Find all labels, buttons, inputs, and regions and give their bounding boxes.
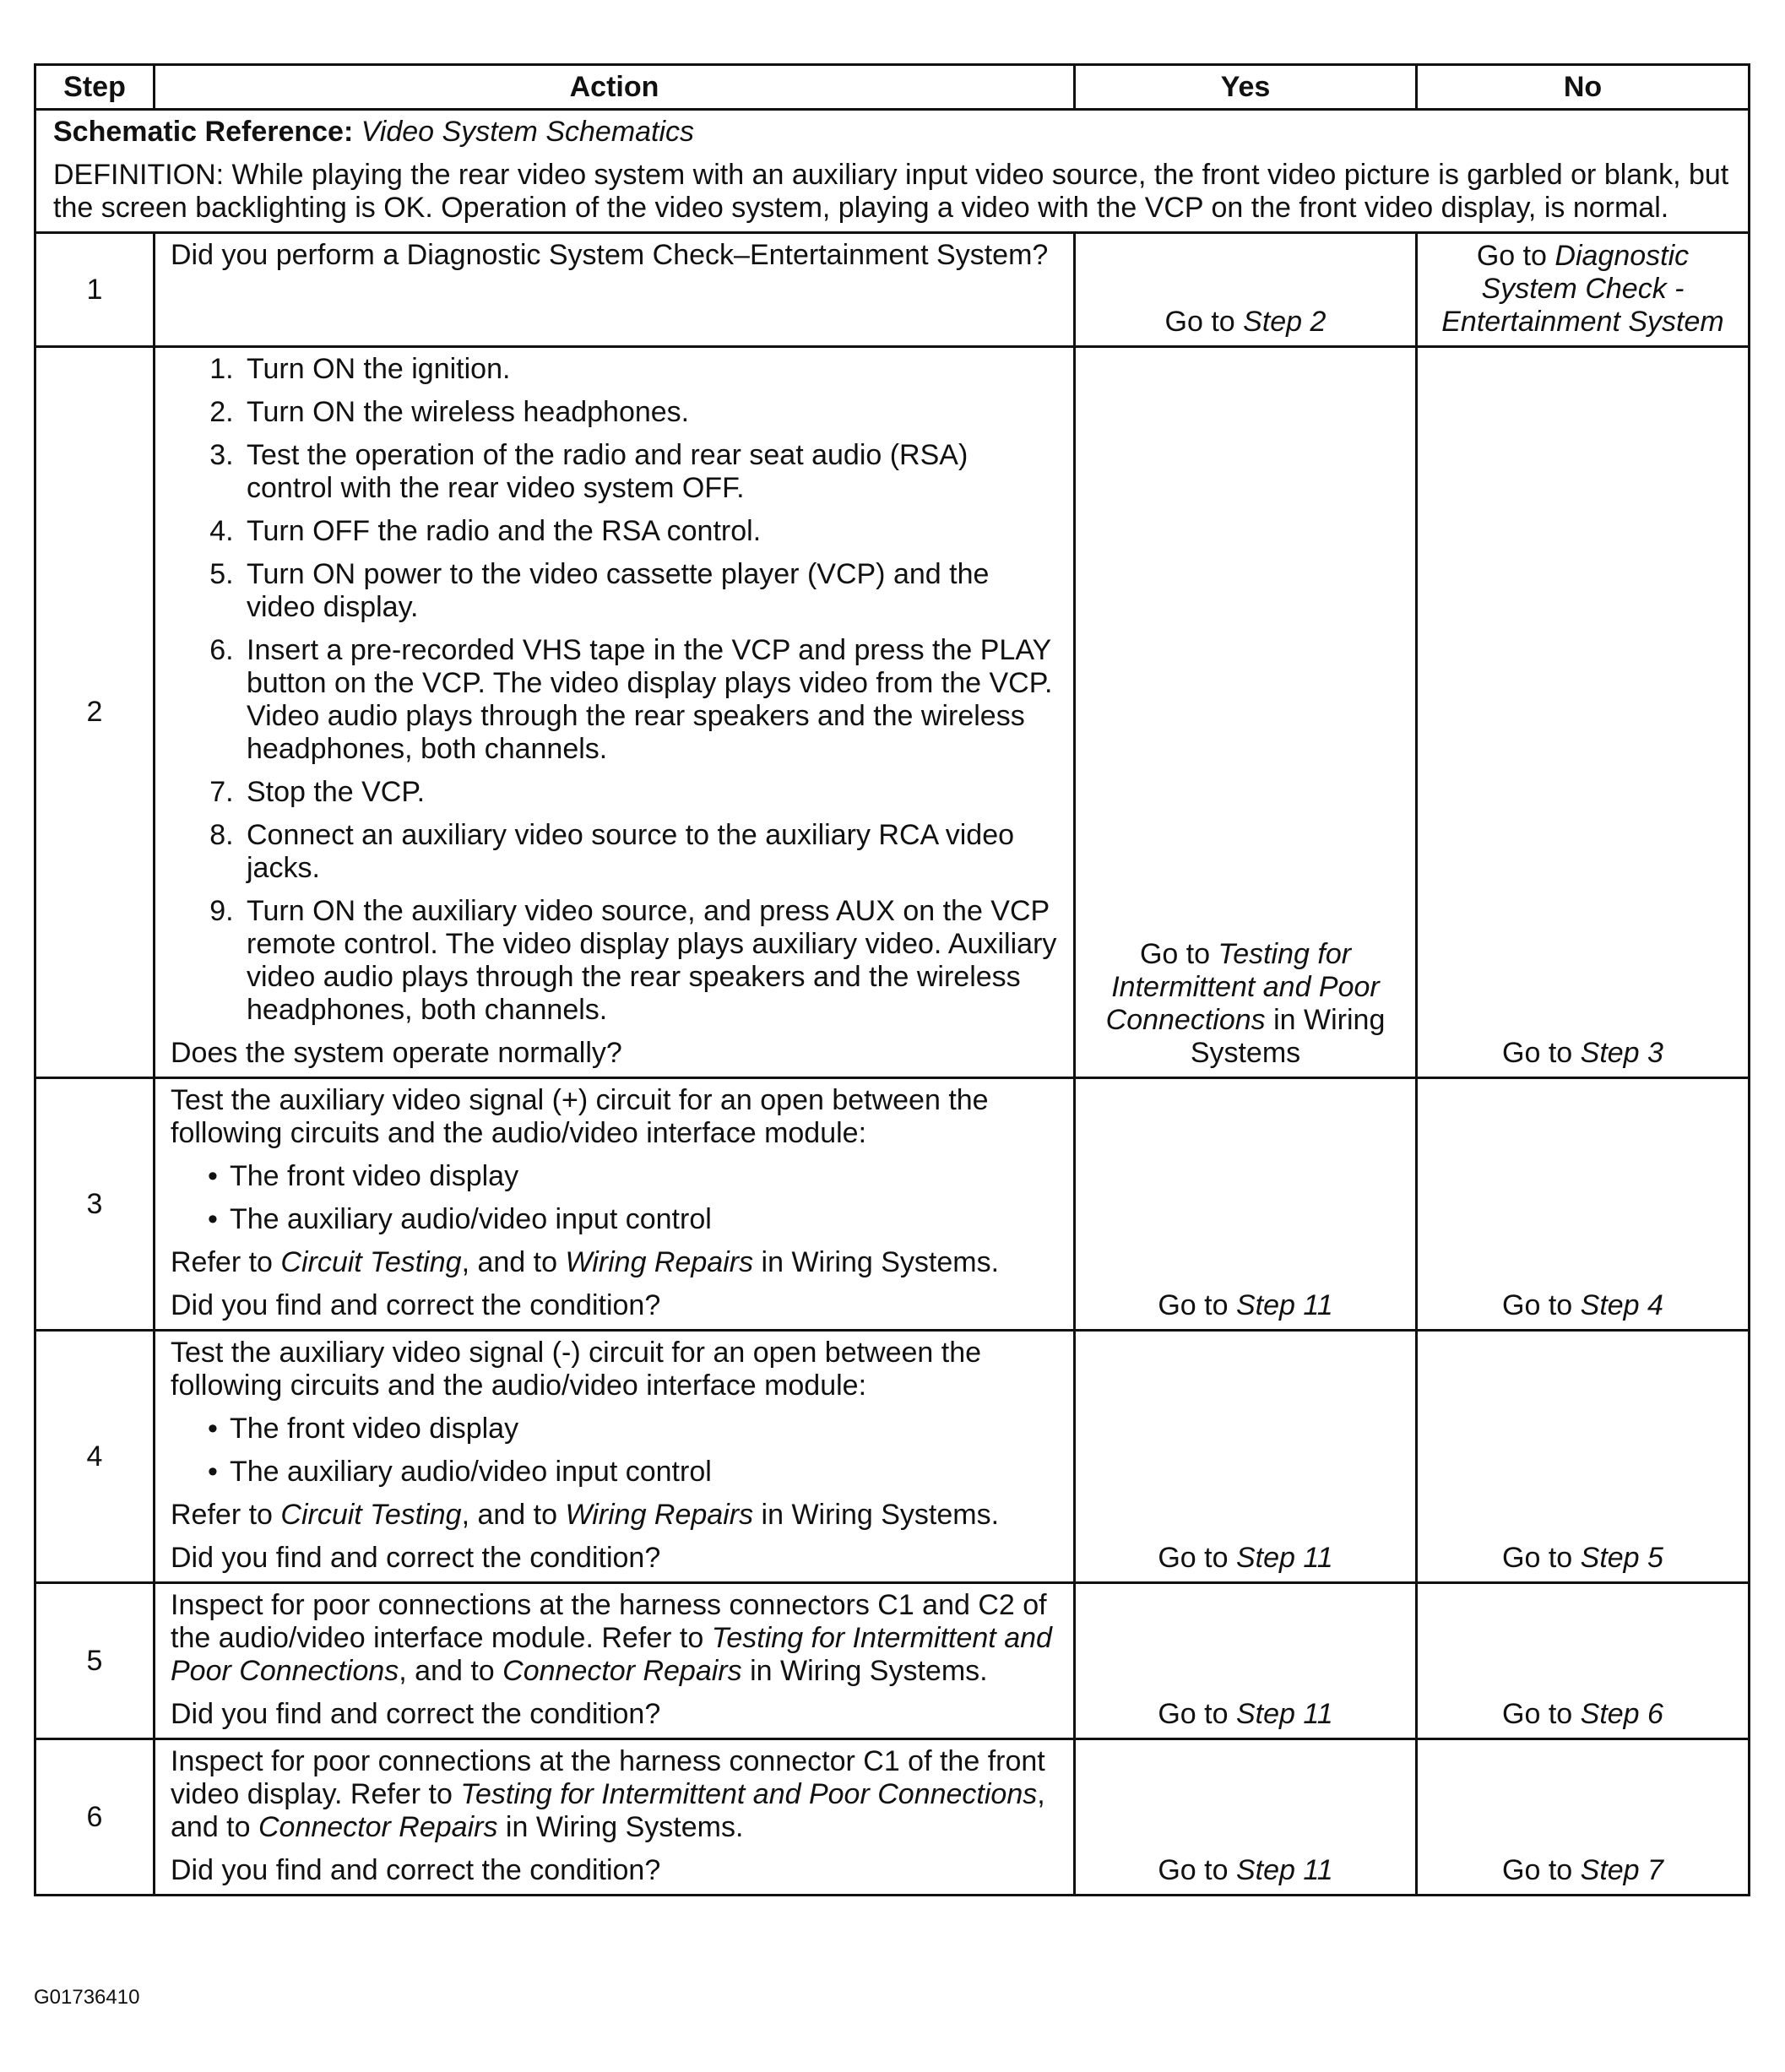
circuit-item: • The auxiliary audio/video input control (230, 1456, 1060, 1489)
action-question: Did you perform a Diagnostic System Check–Entertainment System? (171, 239, 1049, 271)
action-question: Did you find and correct the condition? (171, 1542, 661, 1574)
action-cell (155, 1583, 1075, 1739)
yes-prefix: Go to (1158, 1542, 1236, 1574)
no-target: Step 4 (1580, 1289, 1663, 1321)
schematic-reference (53, 116, 1731, 149)
ref-text: , and to (461, 1246, 566, 1278)
action-question: Did you find and correct the condition? (171, 1698, 661, 1730)
yes-target: Step 2 (1243, 306, 1327, 338)
step-row-3 (35, 1078, 1750, 1331)
step-row-5 (35, 1583, 1750, 1739)
no-target: Step 5 (1580, 1542, 1663, 1574)
action-question: Does the system operate normally? (171, 1037, 622, 1069)
yes-target: Step 11 (1235, 1542, 1333, 1574)
yes-prefix: Go to (1158, 1289, 1236, 1321)
header-step: Step (35, 65, 155, 110)
ref-text: Refer to (171, 1246, 281, 1278)
action-intro: Test the auxiliary video signal (-) circuit for an open between the following circuits and the audio/video interface module: (171, 1337, 982, 1402)
no-prefix: Go to (1502, 1698, 1581, 1730)
no-prefix: Go to (1502, 1854, 1581, 1886)
procedure-item: 8. Connect an auxiliary video source to the auxiliary RCA video jacks. (241, 819, 1060, 885)
step-row-4 (35, 1331, 1750, 1583)
action-intro: Test the auxiliary video signal (+) circuit for an open between the following circuits and the audio/video interface module: (171, 1084, 989, 1149)
circuit-item: • The auxiliary audio/video input control (230, 1203, 1060, 1236)
procedure-item: 6. Insert a pre-recorded VHS tape in the VCP and press the PLAY button on the VCP. The video display plays video from the VCP. Video audio plays through the rear speakers and the wireless headphones, both channels. (241, 634, 1060, 766)
no-cell (1417, 347, 1750, 1078)
no-cell (1417, 1331, 1750, 1583)
instruction-text: in Wiring Systems. (741, 1655, 988, 1687)
header-row (35, 65, 1750, 110)
circuit-list (171, 1413, 1060, 1489)
procedure-item: 1. Turn ON the ignition. (241, 353, 1060, 386)
schematic-reference-value: Video System Schematics (361, 116, 695, 148)
yes-target: Testing for Intermittent and Poor Connections (1105, 938, 1380, 1036)
yes-target: Step 11 (1235, 1289, 1333, 1321)
procedure-list (171, 353, 1060, 1027)
no-cell (1417, 1739, 1750, 1896)
yes-cell (1075, 233, 1417, 347)
step-number: 4 (35, 1331, 155, 1583)
circuit-list (171, 1160, 1060, 1236)
ref-text: Refer to (171, 1499, 281, 1531)
action-cell (155, 1331, 1075, 1583)
action-reference (171, 1499, 1060, 1532)
figure-id: G01736410 (34, 1986, 140, 2009)
procedure-item: 9. Turn ON the auxiliary video source, and press AUX on the VCP remote control. The video display plays auxiliary video. Auxiliary video audio plays through the rear speakers and the wireless headphones, both channels. (241, 895, 1060, 1027)
action-reference (171, 1246, 1060, 1279)
header-action: Action (155, 65, 1075, 110)
header-yes: Yes (1075, 65, 1417, 110)
action-cell (155, 233, 1075, 347)
yes-prefix: Go to (1158, 1854, 1236, 1886)
yes-cell (1075, 1739, 1417, 1896)
yes-suffix: in Wiring Systems (1190, 1004, 1386, 1069)
ref-link: Circuit Testing (280, 1246, 462, 1278)
action-instruction (171, 1745, 1060, 1844)
yes-target: Step 11 (1235, 1698, 1333, 1730)
definition-text: DEFINITION: While playing the rear video system with an auxiliary input video source, the front video picture is garbled or blank, but the screen backlighting is OK. Operation of the video system, playing a video with the VCP on the front video display, is normal. (53, 159, 1729, 224)
header-no: No (1417, 65, 1750, 110)
action-question: Did you find and correct the condition? (171, 1854, 661, 1886)
no-prefix: Go to (1502, 1037, 1581, 1069)
ref-text: in Wiring Systems. (753, 1246, 1000, 1278)
reference-row (35, 110, 1750, 233)
action-instruction (171, 1589, 1060, 1688)
action-question: Did you find and correct the condition? (171, 1289, 661, 1321)
instruction-text: Inspect for poor connections at the harness connector C1 of the front video display. Refer to (171, 1745, 1045, 1810)
yes-cell (1075, 1331, 1417, 1583)
no-prefix: Go to (1476, 240, 1555, 272)
reference-cell (35, 110, 1750, 233)
instruction-text: , and to (171, 1778, 1045, 1843)
procedure-item: 7. Stop the VCP. (241, 776, 1060, 809)
circuit-item: • The front video display (230, 1160, 1060, 1193)
no-cell (1417, 233, 1750, 347)
step-number: 1 (35, 233, 155, 347)
instruction-link: Connector Repairs (258, 1811, 498, 1843)
step-row-2 (35, 347, 1750, 1078)
instruction-link: Testing for Intermittent and Poor Connections (460, 1778, 1038, 1810)
step-row-1 (35, 233, 1750, 347)
no-cell (1417, 1583, 1750, 1739)
procedure-item: 2. Turn ON the wireless headphones. (241, 396, 1060, 429)
step-number: 2 (35, 347, 155, 1078)
step-row-6 (35, 1739, 1750, 1896)
yes-target: Step 11 (1235, 1854, 1333, 1886)
ref-text: , and to (461, 1499, 566, 1531)
yes-prefix: Go to (1139, 938, 1218, 970)
instruction-link: Connector Repairs (502, 1655, 742, 1687)
procedure-item: 5. Turn ON power to the video cassette player (VCP) and the video display. (241, 558, 1060, 624)
circuit-item: • The front video display (230, 1413, 1060, 1446)
no-target: Step 7 (1580, 1854, 1663, 1886)
action-cell (155, 1078, 1075, 1331)
yes-prefix: Go to (1158, 1698, 1236, 1730)
instruction-text: in Wiring Systems. (497, 1811, 744, 1843)
ref-link: Wiring Repairs (565, 1499, 754, 1531)
instruction-text: , and to (399, 1655, 503, 1687)
yes-cell (1075, 1078, 1417, 1331)
no-cell (1417, 1078, 1750, 1331)
action-cell (155, 347, 1075, 1078)
no-target: Diagnostic System Check - Entertainment System (1441, 240, 1724, 338)
no-target: Step 6 (1580, 1698, 1663, 1730)
no-prefix: Go to (1502, 1289, 1581, 1321)
yes-cell (1075, 1583, 1417, 1739)
no-target: Step 3 (1580, 1037, 1663, 1069)
action-cell (155, 1739, 1075, 1896)
yes-cell (1075, 347, 1417, 1078)
instruction-link: Testing for Intermittent and Poor Connections (171, 1622, 1052, 1687)
diagnostic-table (34, 63, 1750, 1896)
ref-link: Wiring Repairs (565, 1246, 754, 1278)
procedure-item: 3. Test the operation of the radio and rear seat audio (RSA) control with the rear video system OFF. (241, 439, 1060, 505)
ref-link: Circuit Testing (280, 1499, 462, 1531)
ref-text: in Wiring Systems. (753, 1499, 1000, 1531)
instruction-text: Inspect for poor connections at the harness connectors C1 and C2 of the audio/video interface module. Refer to (171, 1589, 1047, 1654)
procedure-item: 4. Turn OFF the radio and the RSA control. (241, 515, 1060, 548)
schematic-reference-label: Schematic Reference: (53, 116, 354, 148)
step-number: 5 (35, 1583, 155, 1739)
step-number: 3 (35, 1078, 155, 1331)
yes-prefix: Go to (1164, 306, 1244, 338)
step-number: 6 (35, 1739, 155, 1896)
no-prefix: Go to (1502, 1542, 1581, 1574)
